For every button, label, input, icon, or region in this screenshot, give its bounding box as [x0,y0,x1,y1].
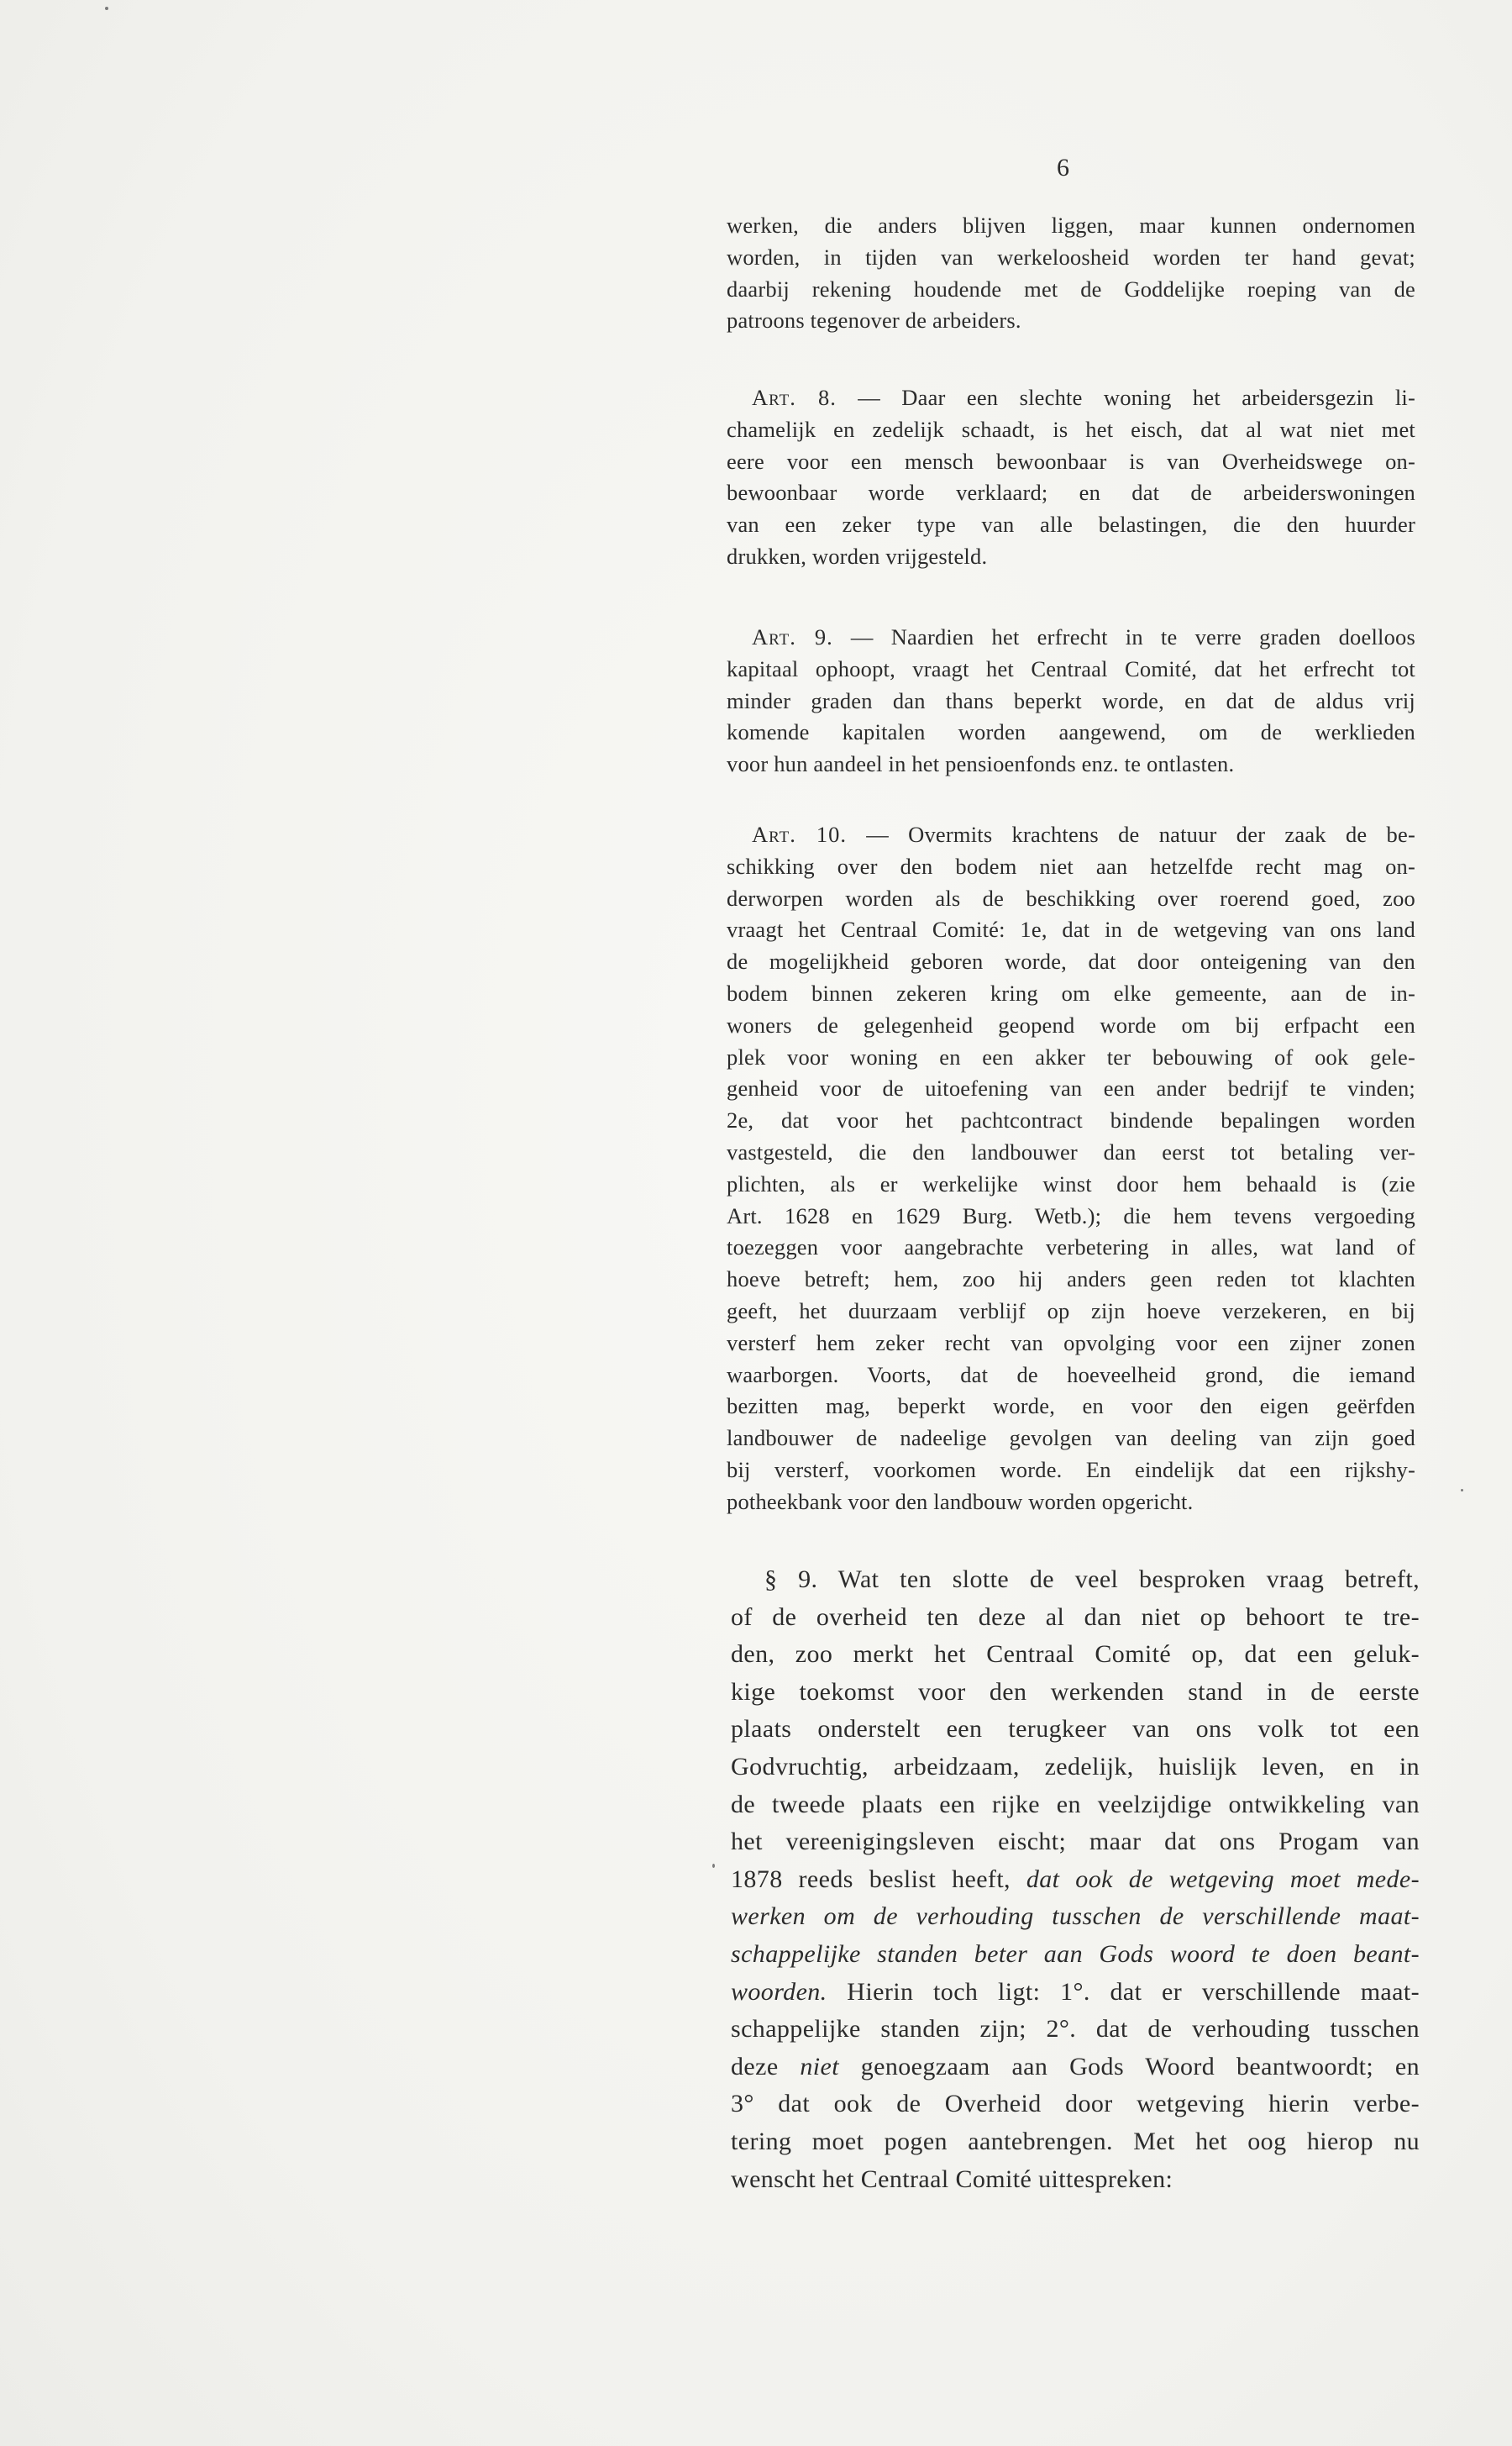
text-line: patroons tegenover de arbeiders. [727,308,1021,334]
italic-text: dat ook de wetgeving moet mede- [1026,1865,1420,1893]
text-line: minder graden dan thans beperkt worde, en dat de aldus vrij [727,687,1415,713]
text-line [727,382,1415,414]
text-line: schappelijke standen zijn; 2°. dat de verhouding tusschen [731,2015,1420,2044]
article-label: Art. 10. [752,822,848,847]
text-line: komende kapitalen worden aangewend, om de werklieden [727,719,1415,745]
text-line: daarbij rekening houdende met de Goddelijke roeping van de [727,276,1415,302]
text-line [731,1861,1420,1899]
text-fragment: — Daar een slechte woning het arbeidersgezin li- [836,385,1415,410]
italic-text: niet [800,2052,839,2080]
text-line: plek voor woning en een akker ter bebouwing of ook gele- [727,1044,1415,1070]
text-line: chamelijk en zedelijk schaadt, is het eisch, dat al wat niet met [727,416,1415,442]
text-line: worden, in tijden van werkeloosheid worden ter hand gevat; [727,244,1415,270]
text-line: kige toekomst voor den werkenden stand in de eerste [731,1677,1420,1706]
text-fragment: genoegzaam aan Gods Woord beantwoordt; en [838,2052,1420,2080]
text-line: drukken, worden vrijgesteld. [727,543,988,569]
text-line: de tweede plaats een rijke en veelzijdige ontwikkeling van [731,1790,1420,1818]
text-line: landbouwer de nadeelige gevolgen van deeling van zijn goed [727,1425,1415,1451]
article-10 [727,819,1415,1518]
text-line: derworpen worden als de beschikking over roerend goed, zoo [727,885,1415,911]
text-fragment: Hierin toch ligt: 1°. dat er verschillende maat- [827,1977,1420,2006]
text-line: voor hun aandeel in het pensioenfonds enz. te ontlasten. [727,751,1235,777]
text-line: plaats onderstelt een terugkeer van ons volk tot een [731,1715,1420,1744]
text-line: werken, die anders blijven liggen, maar kunnen ondernomen [727,213,1415,238]
text-line: woners de gelegenheid geopend worde om bij erfpacht een [727,1012,1415,1038]
text-fragment: — Naardien het erfrecht in te verre graden doelloos [832,624,1415,650]
text-line: het vereenigingsleven eischt; maar dat ons Progam van [731,1828,1420,1856]
text-line [727,622,1415,654]
text-line: Art. 1628 en 1629 Burg. Wetb.); die hem tevens vergoeding [727,1202,1415,1228]
text-line: tering moet pogen aantebrengen. Met het oog hierop nu [731,2127,1420,2155]
text-line [727,819,1415,851]
text-line: 3° dat ook de Overheid door wetgeving hierin verbe- [731,2090,1420,2118]
scan-speck [105,7,108,10]
text-line: toezeggen voor aangebrachte verbetering in alles, wat land of [727,1234,1415,1260]
text-line: Godvruchtig, arbeidzaam, zedelijk, huislijk leven, en in [731,1752,1420,1781]
page-number: 6 [1057,154,1069,181]
scan-speck [712,1864,715,1868]
text-line: hoeve betreft; hem, zoo hij anders geen reden tot klachten [727,1266,1415,1292]
article-label: Art. 9. [752,624,833,650]
text-line: 2e, dat voor het pachtcontract bindende bepalingen worden [727,1107,1415,1134]
text-line: plichten, als er werkelijke winst door hem behaald is (zie [727,1170,1415,1197]
text-line: den, zoo merkt het Centraal Comité op, dat een geluk- [731,1640,1420,1669]
article-label: Art. 8. [752,385,837,410]
text-fragment: deze [731,2052,801,2080]
text-line: de mogelijkheid geboren worde, dat door onteigening van den [727,949,1415,975]
italic-text: woorden. [731,1977,827,2006]
text-line: waarborgen. Voorts, dat de hoeveelheid grond, die iemand [727,1361,1415,1387]
paragraph-intro [727,210,1415,337]
text-line: bezitten mag, beperkt worde, en voor den eigen geërfden [727,1393,1415,1419]
text-line: bodem binnen zekeren kring om elke gemeente, aan de in- [727,980,1415,1006]
text-line: bewoonbaar worde verklaard; en dat de arbeiderswoningen [727,480,1415,506]
article-8 [727,382,1415,573]
article-9 [727,622,1415,781]
text-line [731,1974,1420,2012]
text-line: § 9. Wat ten slotte de veel besproken vraag betreft, [764,1565,1420,1593]
text-line: van een zeker type van alle belastingen, die den huurder [727,512,1415,538]
text-line: versterf hem zeker recht van opvolging voor een zijner zonen [727,1329,1415,1355]
text-line: potheekbank voor den landbouw worden opgericht. [727,1488,1194,1514]
text-line: genheid voor de uitoefening van een ander bedrijf te vinden; [727,1076,1415,1102]
text-line: of de overheid ten deze al dan niet op behoort te tre- [731,1602,1420,1631]
text-line: vraagt het Centraal Comité: 1e, dat in de wetgeving van ons land [727,917,1415,943]
scan-speck [1461,1489,1463,1491]
text-fragment: 1878 reeds beslist heeft, [731,1865,1026,1893]
text-line: geeft, het duurzaam verblijf op zijn hoeve verzekeren, en bij [727,1297,1415,1323]
text-line: wenscht het Centraal Comité uittespreken: [731,2165,1173,2193]
text-line: schikking over den bodem niet aan hetzelfde recht mag on- [727,853,1415,879]
italic-line: werken om de verhouding tusschen de verschillende maat- [731,1902,1420,1931]
text-line: bij versterf, voorkomen worde. En eindelijk dat een rijkshy- [727,1456,1415,1482]
italic-line: schappelijke standen beter aan Gods woord te doen beant- [731,1939,1420,1968]
text-line: vastgesteld, die den landbouwer dan eerst tot betaling ver- [727,1139,1415,1165]
text-line: eere voor een mensch bewoonbaar is van Overheidswege on- [727,448,1415,474]
section-9 [731,1561,1420,2198]
text-line: kapitaal ophoopt, vraagt het Centraal Comité, dat het erfrecht tot [727,655,1415,681]
text-fragment: — Overmits krachtens de natuur der zaak de be- [847,822,1415,847]
text-line [731,2049,1420,2086]
